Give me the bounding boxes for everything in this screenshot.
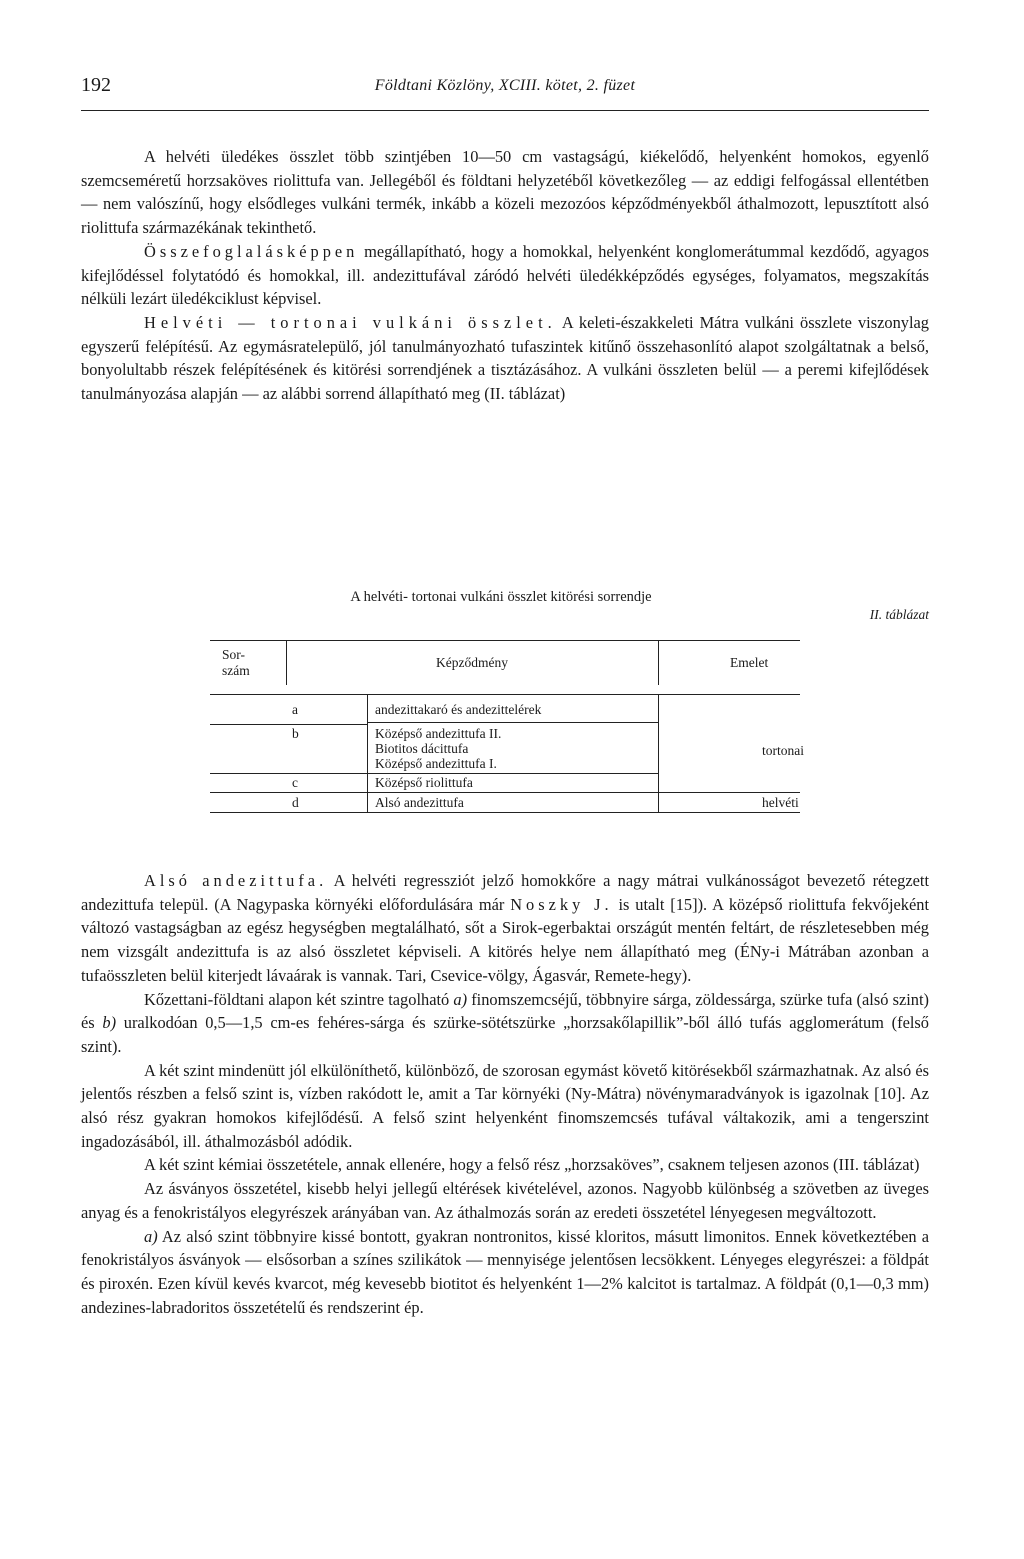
row-d-formation: Alsó andezittufa: [375, 795, 464, 810]
row-c-id: c: [292, 775, 298, 790]
paragraph-rhyolite-tuff: A helvéti üledékes összlet több szintjében 10—50 cm vastagságú, kiékelődő, helyenként homokos, egyenlő szemcseméretű horzsaköves riolittufa van. Jellegéből és földtani helyzetéből következőleg — az eddigi felfogással ellentétben — nem valószínű, hogy elsődleges vulkáni termék, inkább a közeli mezozóos képződményekből áthalmozott, lepusztított alsó riolittufa származékának tekinthető.: [81, 147, 929, 238]
table-label: II. táblázat: [869, 607, 929, 622]
paragraph-chemical: A két szint kémiai összetétele, annak ellenére, hogy a felső rész „horzsaköves”, csaknem teljesen azonos (III. táblázat): [144, 1155, 920, 1175]
paragraph-mineral: Az ásványos összetétel, kisebb helyi jellegű eltérések kivételével, azonos. Nagyobb különbség a szövetben az üveges anyag és a fenokristályos elegyrészek arányában van. Az áthalmozás során az eredeti összetétel lényegesen megváltozott.: [81, 1179, 929, 1222]
row-b-formation-3: Középső andezittufa I.: [375, 756, 497, 771]
table-bottom-rule: [210, 812, 800, 813]
lower-andesite-text-b: is utalt [15]). A középső riolittufa fekvőjeként változó vastagságban az egész hegységben megtalálható, sőt a Sirok-egerbaktai országút mentén feltárt, de részletesebben még nem vizsgált andezittufa is az alsó összletet képviseli. A kitörés helye nem állapítható meg (ÉNy-i Mátrában azonban a tufaösszleten belül kiterjedt lávaárak is vannak. Tari, Csevice-völgy, Ágasvár, Remete-hegy).: [81, 894, 929, 985]
row-b-formation-2: Biotitos dácittufa: [375, 741, 469, 756]
paragraph-lower-andesite: [81, 869, 929, 988]
table-caption: A helvéti- tortonai vulkáni összlet kitörési sorrendje: [350, 589, 652, 605]
author-noszky: Noszky J.: [510, 894, 613, 914]
spaced-heading-summary: Összefoglalásképpen: [144, 241, 359, 261]
running-title: Földtani Közlöny, XCIII. kötet, 2. füzet: [374, 77, 636, 94]
journal-page: [81, 72, 929, 1317]
eruption-sequence-table: [210, 640, 804, 820]
table-divider-2: [658, 694, 659, 812]
stage-tortonai: tortonai: [762, 743, 804, 758]
item-marker-b: b): [102, 1013, 117, 1033]
header-sorszam-1: Sor-: [222, 647, 245, 662]
table-top-rule: [210, 640, 800, 641]
table-header-divider-2: [658, 640, 659, 685]
paragraph-separable: A két szint mindenütt jól elkülöníthető, különböző, de szorosan egymást követő kitörésekből származhatnak. Az alsó és jelentős részben a felső szint is, vízben rakódott le, amit a Tar környéki (Ny-Mátra) növénymaradványok is igazolnak [10]. Az alsó rész gyakran homokos kifejlődésű. A felső szint helyenként finomszemcsés tufával váltakozik, ami a tengerszint ingadozásából, ill. áthalmozásból adódik.: [81, 1060, 929, 1151]
two-levels-b: finomszemcséjű, többnyire sárga, zöldessárga, szürke tufa (alsó szint) és: [81, 989, 929, 1033]
item-marker-a2: a): [144, 1226, 158, 1246]
two-levels-a: Kőzettani-földtani alapon két szintre tagolható: [144, 989, 454, 1009]
stage-helveti: helvéti: [762, 795, 799, 810]
row-a-id: a: [292, 702, 298, 717]
two-levels-c: uralkodóan 0,5—1,5 cm-es fehéres-sárga és szürke-sötétszürke „horzsakőlapillik”-ből álló tufás agglomerátum (felső szint).: [81, 1013, 929, 1056]
row-a-formation: andezittakaró és andezittelérek: [375, 702, 542, 717]
page-header: [81, 72, 929, 112]
table-header-rule: [210, 694, 800, 695]
header-sorszam-2: szám: [222, 663, 250, 678]
paragraph-lower-level: [81, 1225, 929, 1320]
volcanic-text: A keleti-északkeleti Mátra vulkáni összlete viszonylag egyszerű felépítésű. Az egymásratelepülő, jól tanulmányozható tufaszintek kitűnő összehasonlító alapot szolgáltatnak a belső, bonyolultabb részek felépítésének és kitörési sorrendjének a tisztázásához. A vulkáni összleten belül — a peremi kifejlődések tanulmányozása alapján — az alábbi sorrend állapítható meg (II. táblázat): [81, 312, 929, 404]
header-emelet: Emelet: [730, 655, 769, 670]
intro-text: [81, 145, 929, 406]
row-rule-a: [210, 724, 367, 725]
spaced-heading-lower-andesite: Alsó andezittufa.: [144, 871, 328, 890]
lower-andesite-text-a: A helvéti regressziót jelző homokkőre a nagy mátrai vulkánosságot bevezető rétegzett andezittufa települ. (A Nagypaska környéki előfordulására már: [81, 871, 929, 914]
section-lower-andesite-tuff: [81, 869, 929, 1319]
page-number: 192: [81, 74, 111, 96]
row-rule-c: [210, 792, 800, 793]
item-marker-a: a): [453, 989, 468, 1009]
row-c-formation: Középső riolittufa: [375, 775, 473, 790]
header-rule: [81, 110, 929, 111]
spaced-heading-volcanic: Helvéti — tortonai vulkáni összlet.: [144, 312, 557, 332]
header-kepzodmeny: Képződmény: [436, 655, 508, 670]
row-rule-a2: [367, 722, 658, 723]
paragraph-summary: [81, 240, 929, 311]
lower-level-text: Az alsó szint többnyire kissé bontott, gyakran nontronitos, kissé kloritos, másutt limonitos. Ennek következtében a fenokristályos ásványok — elsősorban a színes szilikátok — mennyisége jelentősen lecsökkent. Lényeges elegyrészei: a földpát és piroxén. Ezen kívül kevés kvarcot, még kevesebb biotitot és helyenként 1—2% kalcitot is tartalmaz. A földpát (0,1—0,3 mm) andezines-labradoritos összetételű és rendszerint ép.: [81, 1226, 929, 1317]
row-rule-b: [210, 773, 658, 774]
paragraph-two-levels: [81, 988, 929, 1059]
row-b-id: b: [292, 726, 299, 741]
row-d-id: d: [292, 795, 299, 810]
table-divider-1: [367, 694, 368, 812]
row-b-formation-1: Középső andezittufa II.: [375, 726, 502, 741]
summary-text: megállapítható, hogy a homokkal, helyenként konglomerátummal kezdődő, agyagos kifejlődéssel folytatódó és homokkal, ill. andezittufával záródó helvéti üledékképződés egységes, folyamatos, megszakítás nélküli lezárt üledékciklust képvisel.: [81, 241, 929, 309]
paragraph-volcanic-series: [81, 311, 929, 406]
